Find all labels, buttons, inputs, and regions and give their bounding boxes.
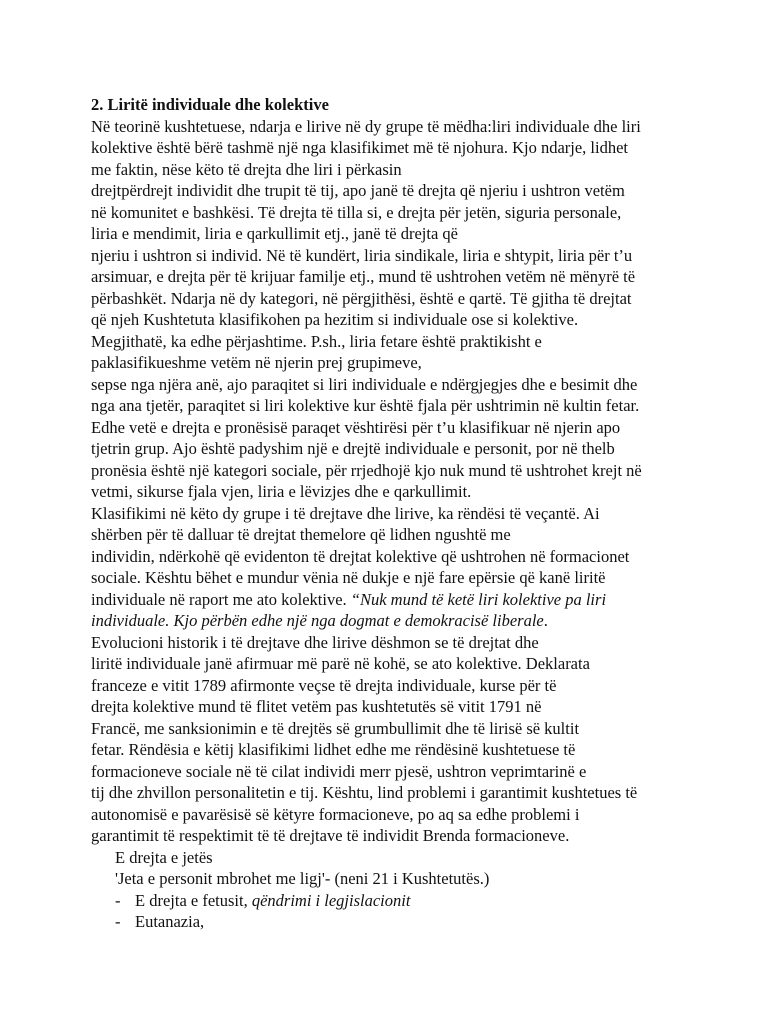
paragraph-line-italic bbox=[91, 610, 691, 632]
paragraph-line: kolektive është bërë tashmë një nga klasifikimet më të njohura. Kjo ndarje, lidhet bbox=[91, 138, 628, 157]
paragraph-block bbox=[91, 116, 691, 589]
paragraph-line: sepse nga njëra anë, ajo paraqitet si liri individuale e ndërgjegjes dhe e besimit dhe bbox=[91, 374, 638, 394]
paragraph-line: tjetrin grup. Ajo është padyshim një e drejtë individuale e personit, por në thelb bbox=[91, 439, 615, 458]
paragraph-line: autonomisë e pavarësisë së këtyre formacioneve, po aq sa edhe problemi i bbox=[91, 804, 580, 824]
paragraph-line: vetmi, sikurse fjala vjen, liria e lëvizjes dhe e qarkullimit. bbox=[91, 482, 472, 501]
list-item-text: E drejta e fetusit, bbox=[135, 890, 252, 910]
paragraph-line: Në teorinë kushtetuese, ndarja e lirive në dy grupe të mëdha:liri individuale dhe liri bbox=[91, 116, 641, 136]
paragraph-line: garantimit të respektimit të të drejtave të individit Brenda formacioneve. bbox=[91, 826, 570, 845]
paragraph-line: njeriu i ushtron si individ. Në të kundërt, liria sindikale, liria e shtypit, liria për t’u bbox=[91, 245, 633, 265]
paragraph-line: sociale. Kështu bëhet e mundur vënia në dukje e një fare epërsie që kanë liritë bbox=[91, 568, 606, 587]
list-dash: - bbox=[115, 890, 121, 910]
paragraph-line: franceze e vitit 1789 afirmonte veçse të drejta individuale, kurse për të bbox=[91, 675, 557, 695]
paragraph-line: shërben për të dalluar të drejtat themelore që lidhen ngushtë me bbox=[91, 525, 511, 544]
list-dash: - bbox=[115, 912, 121, 931]
paragraph-line: liritë individuale janë afirmuar më parë në kohë, se ato kolektive. Deklarata bbox=[91, 654, 590, 673]
period: . bbox=[543, 611, 548, 630]
list-item bbox=[91, 911, 691, 933]
paragraph-line: pronësia është një kategori sociale, për rrjedhojë kjo nuk mund të ushtrohet krejt në bbox=[91, 460, 642, 480]
section-heading: 2. Liritë individuale dhe kolektive bbox=[91, 95, 329, 114]
paragraph-line-mixed bbox=[91, 589, 691, 611]
paragraph-line: arsimuar, e drejta për të krijuar familje etj., mund të ushtrohen vetëm në mënyrë të bbox=[91, 267, 636, 286]
paragraph-line: Edhe vetë e drejta e pronësisë paraqet vështirësi për t’u klasifikuar në njerin apo bbox=[91, 417, 621, 437]
paragraph-line: individin, ndërkohë që evidenton të drejtat kolektive që ushtrohen në formacionet bbox=[91, 546, 630, 566]
paragraph-line: në komunitet e bashkësi. Të drejta të tilla si, e drejta për jetën, siguria personale, bbox=[91, 202, 622, 222]
quote-italic-start: “Nuk mund të ketë liri kolektive pa liri bbox=[350, 589, 607, 609]
paragraph-line: drejtpërdrejt individit dhe trupit të tij, apo janë të drejta që njeriu i ushtron vetëm bbox=[91, 181, 625, 200]
quote-line: 'Jeta e personit mbrohet me ligj'- (neni 21 i Kushtetutës.) bbox=[115, 869, 490, 888]
paragraph-block-2 bbox=[91, 632, 691, 847]
paragraph-line: fetar. Rëndësia e këtij klasifikimi lidhet edhe me rëndësinë kushtetuese të bbox=[91, 740, 576, 759]
quote-italic-end: individuale. Kjo përbën edhe një nga dogmat e demokracisë liberale bbox=[91, 611, 544, 630]
subheading: E drejta e jetës bbox=[115, 847, 213, 867]
list-item-text: Eutanazia, bbox=[135, 912, 205, 931]
list-item bbox=[91, 890, 691, 912]
paragraph-line: që njeh Kushtetuta klasifikohen pa hezitim si individuale ose si kolektive. bbox=[91, 310, 579, 329]
paragraph-line: Klasifikimi në këto dy grupe i të drejtave dhe lirive, ka rëndësi të veçantë. Ai bbox=[91, 503, 600, 523]
paragraph-line: nga ana tjetër, paraqitet si liri kolektive kur është fjala për ushtrimin në kultin fetar. bbox=[91, 396, 640, 415]
text-normal: individuale në raport me ato kolektive. bbox=[91, 589, 351, 609]
paragraph-line: tij dhe zhvillon personalitetin e tij. Kështu, lind problemi i garantimit kushtetues të bbox=[91, 783, 638, 802]
paragraph-line: formacioneve sociale në të cilat individi merr pjesë, ushtron veprimtarinë e bbox=[91, 761, 587, 781]
paragraph-line: me faktin, nëse këto të drejta dhe liri i përkasin bbox=[91, 159, 402, 179]
paragraph-line: përbashkët. Ndarja në dy kategori, në përgjithësi, është e qartë. Të gjitha të drejtat bbox=[91, 288, 632, 308]
paragraph-line: Evolucioni historik i të drejtave dhe lirive dëshmon se të drejtat dhe bbox=[91, 632, 539, 652]
paragraph-line: drejta kolektive mund të flitet vetëm pas kushtetutës së vitit 1791 në bbox=[91, 697, 542, 716]
document-body bbox=[91, 94, 691, 933]
list-item-italic: qëndrimi i legjislacionit bbox=[251, 890, 411, 910]
paragraph-line: Francë, me sanksionimin e të drejtës së grumbullimit dhe të lirisë së kultit bbox=[91, 718, 580, 738]
paragraph-line: paklasifikueshme vetëm në njerin prej grupimeve, bbox=[91, 353, 422, 372]
paragraph-line: liria e mendimit, liria e qarkullimit etj., janë të drejta që bbox=[91, 224, 458, 243]
paragraph-line: Megjithatë, ka edhe përjashtime. P.sh., liria fetare është praktikisht e bbox=[91, 331, 542, 351]
